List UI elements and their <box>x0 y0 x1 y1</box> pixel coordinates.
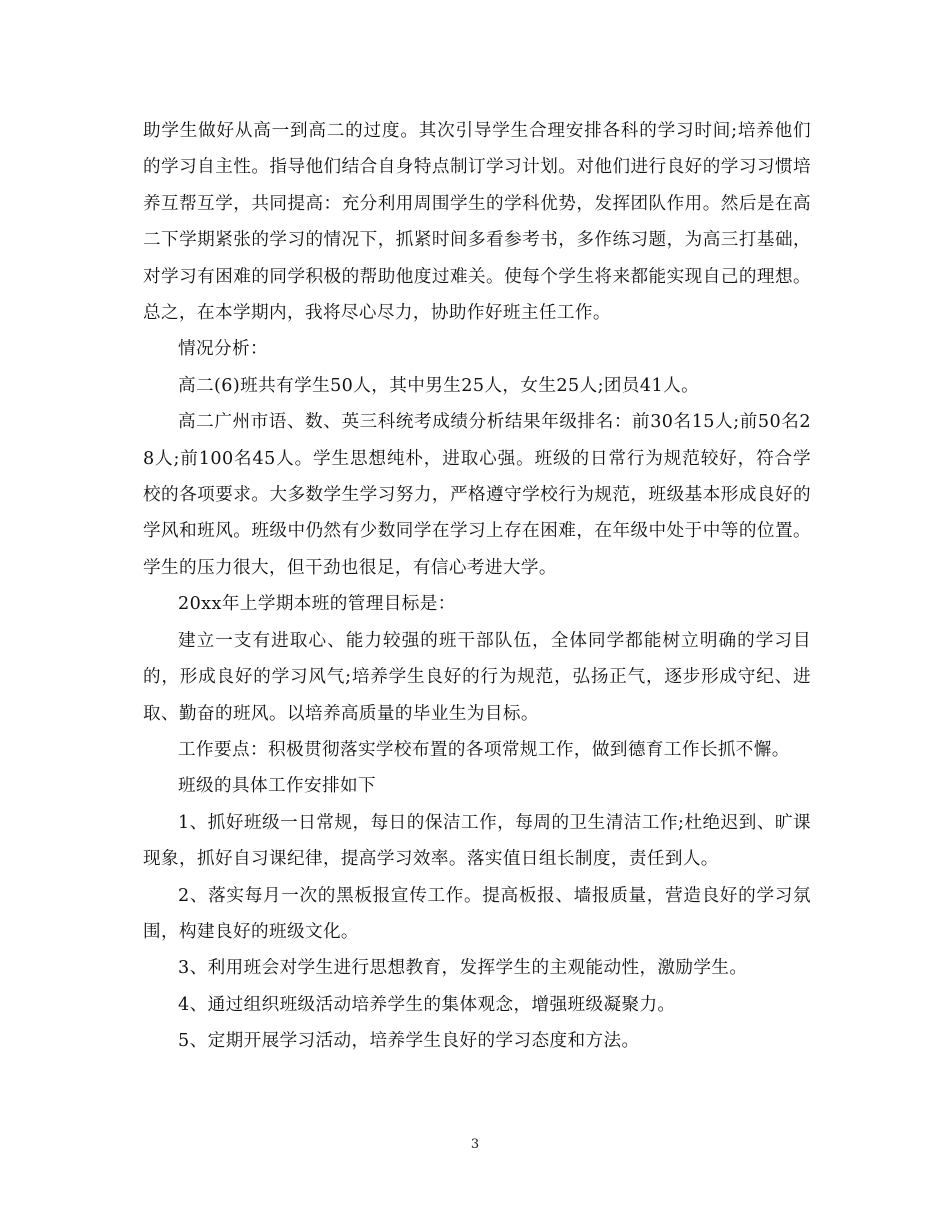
list-item-1: 1、抓好班级一日常规，每日的保洁工作，每周的卫生清洁工作;杜绝迟到、旷课现象，抓好自习课纪律，提高学习效率。落实值日组长制度，责任到人。 <box>143 812 811 870</box>
paragraph-situation-heading: 情况分析： <box>178 339 268 360</box>
paragraph-work-points: 工作要点：积极贯彻落实学校布置的各项常规工作，做到德育工作长抓不懈。 <box>178 739 790 760</box>
paragraph-class-size: 高二(6)班共有学生50人，其中男生25人，女生25人;团员41人。 <box>178 375 700 396</box>
list-item-2: 2、落实每月一次的黑板报宣传工作。提高板报、墙报质量，营造良好的学习氛围，构建良好的班级文化。 <box>143 885 811 942</box>
list-item-5: 5、定期开展学习活动，培养学生良好的学习态度和方法。 <box>178 1031 640 1052</box>
paragraph-exam-analysis: 高二广州市语、数、英三科统考成绩分析结果年级排名：前30名15人;前50名28人;前100名45人。学生思想纯朴，进取心强。班级的日常行为规范较好，符合学校的各项要求。大多数学生学习努力，严格遵守学校行为规范，班级基本形成良好的学风和班风。班级中仍然有少数同学在学习上存在困难，在年级中处于中等的位置。学生的压力很大，但干劲也很足，有信心考进大学。 <box>143 412 811 578</box>
page-number: 3 <box>470 1137 480 1152</box>
paragraph-arrangement-heading: 班级的具体工作安排如下 <box>178 776 376 797</box>
body-text <box>143 113 811 1060</box>
paragraph-goal-detail: 建立一支有进取心、能力较强的班干部队伍，全体同学都能树立明确的学习目的，形成良好的学习风气;培养学生良好的行为规范，弘扬正气，逐步形成守纪、进取、勤奋的班风。以培养高质量的毕业生为目标。 <box>143 630 811 724</box>
list-item-3: 3、利用班会对学生进行思想教育，发挥学生的主观能动性，激励学生。 <box>178 958 748 979</box>
list-item-4: 4、通过组织班级活动培养学生的集体观念，增强班级凝聚力。 <box>178 994 676 1015</box>
paragraph-goal-heading: 20xx年上学期本班的管理目标是： <box>178 594 456 615</box>
paragraph-continuation: 助学生做好从高一到高二的过度。其次引导学生合理安排各科的学习时间;培养他们的学习自主性。指导他们结合自身特点制订学习计划。对他们进行良好的学习习惯培养互帮互学，共同提高：充分利用周围学生的学科优势，发挥团队作用。然后是在高二下学期紧张的学习的情况下，抓紧时间多看参考书，多作练习题，为高三打基础，对学习有困难的同学积极的帮助他度过难关。使每个学生将来都能实现自己的理想。总之，在本学期内，我将尽心尽力，协助作好班主任工作。 <box>143 121 811 324</box>
